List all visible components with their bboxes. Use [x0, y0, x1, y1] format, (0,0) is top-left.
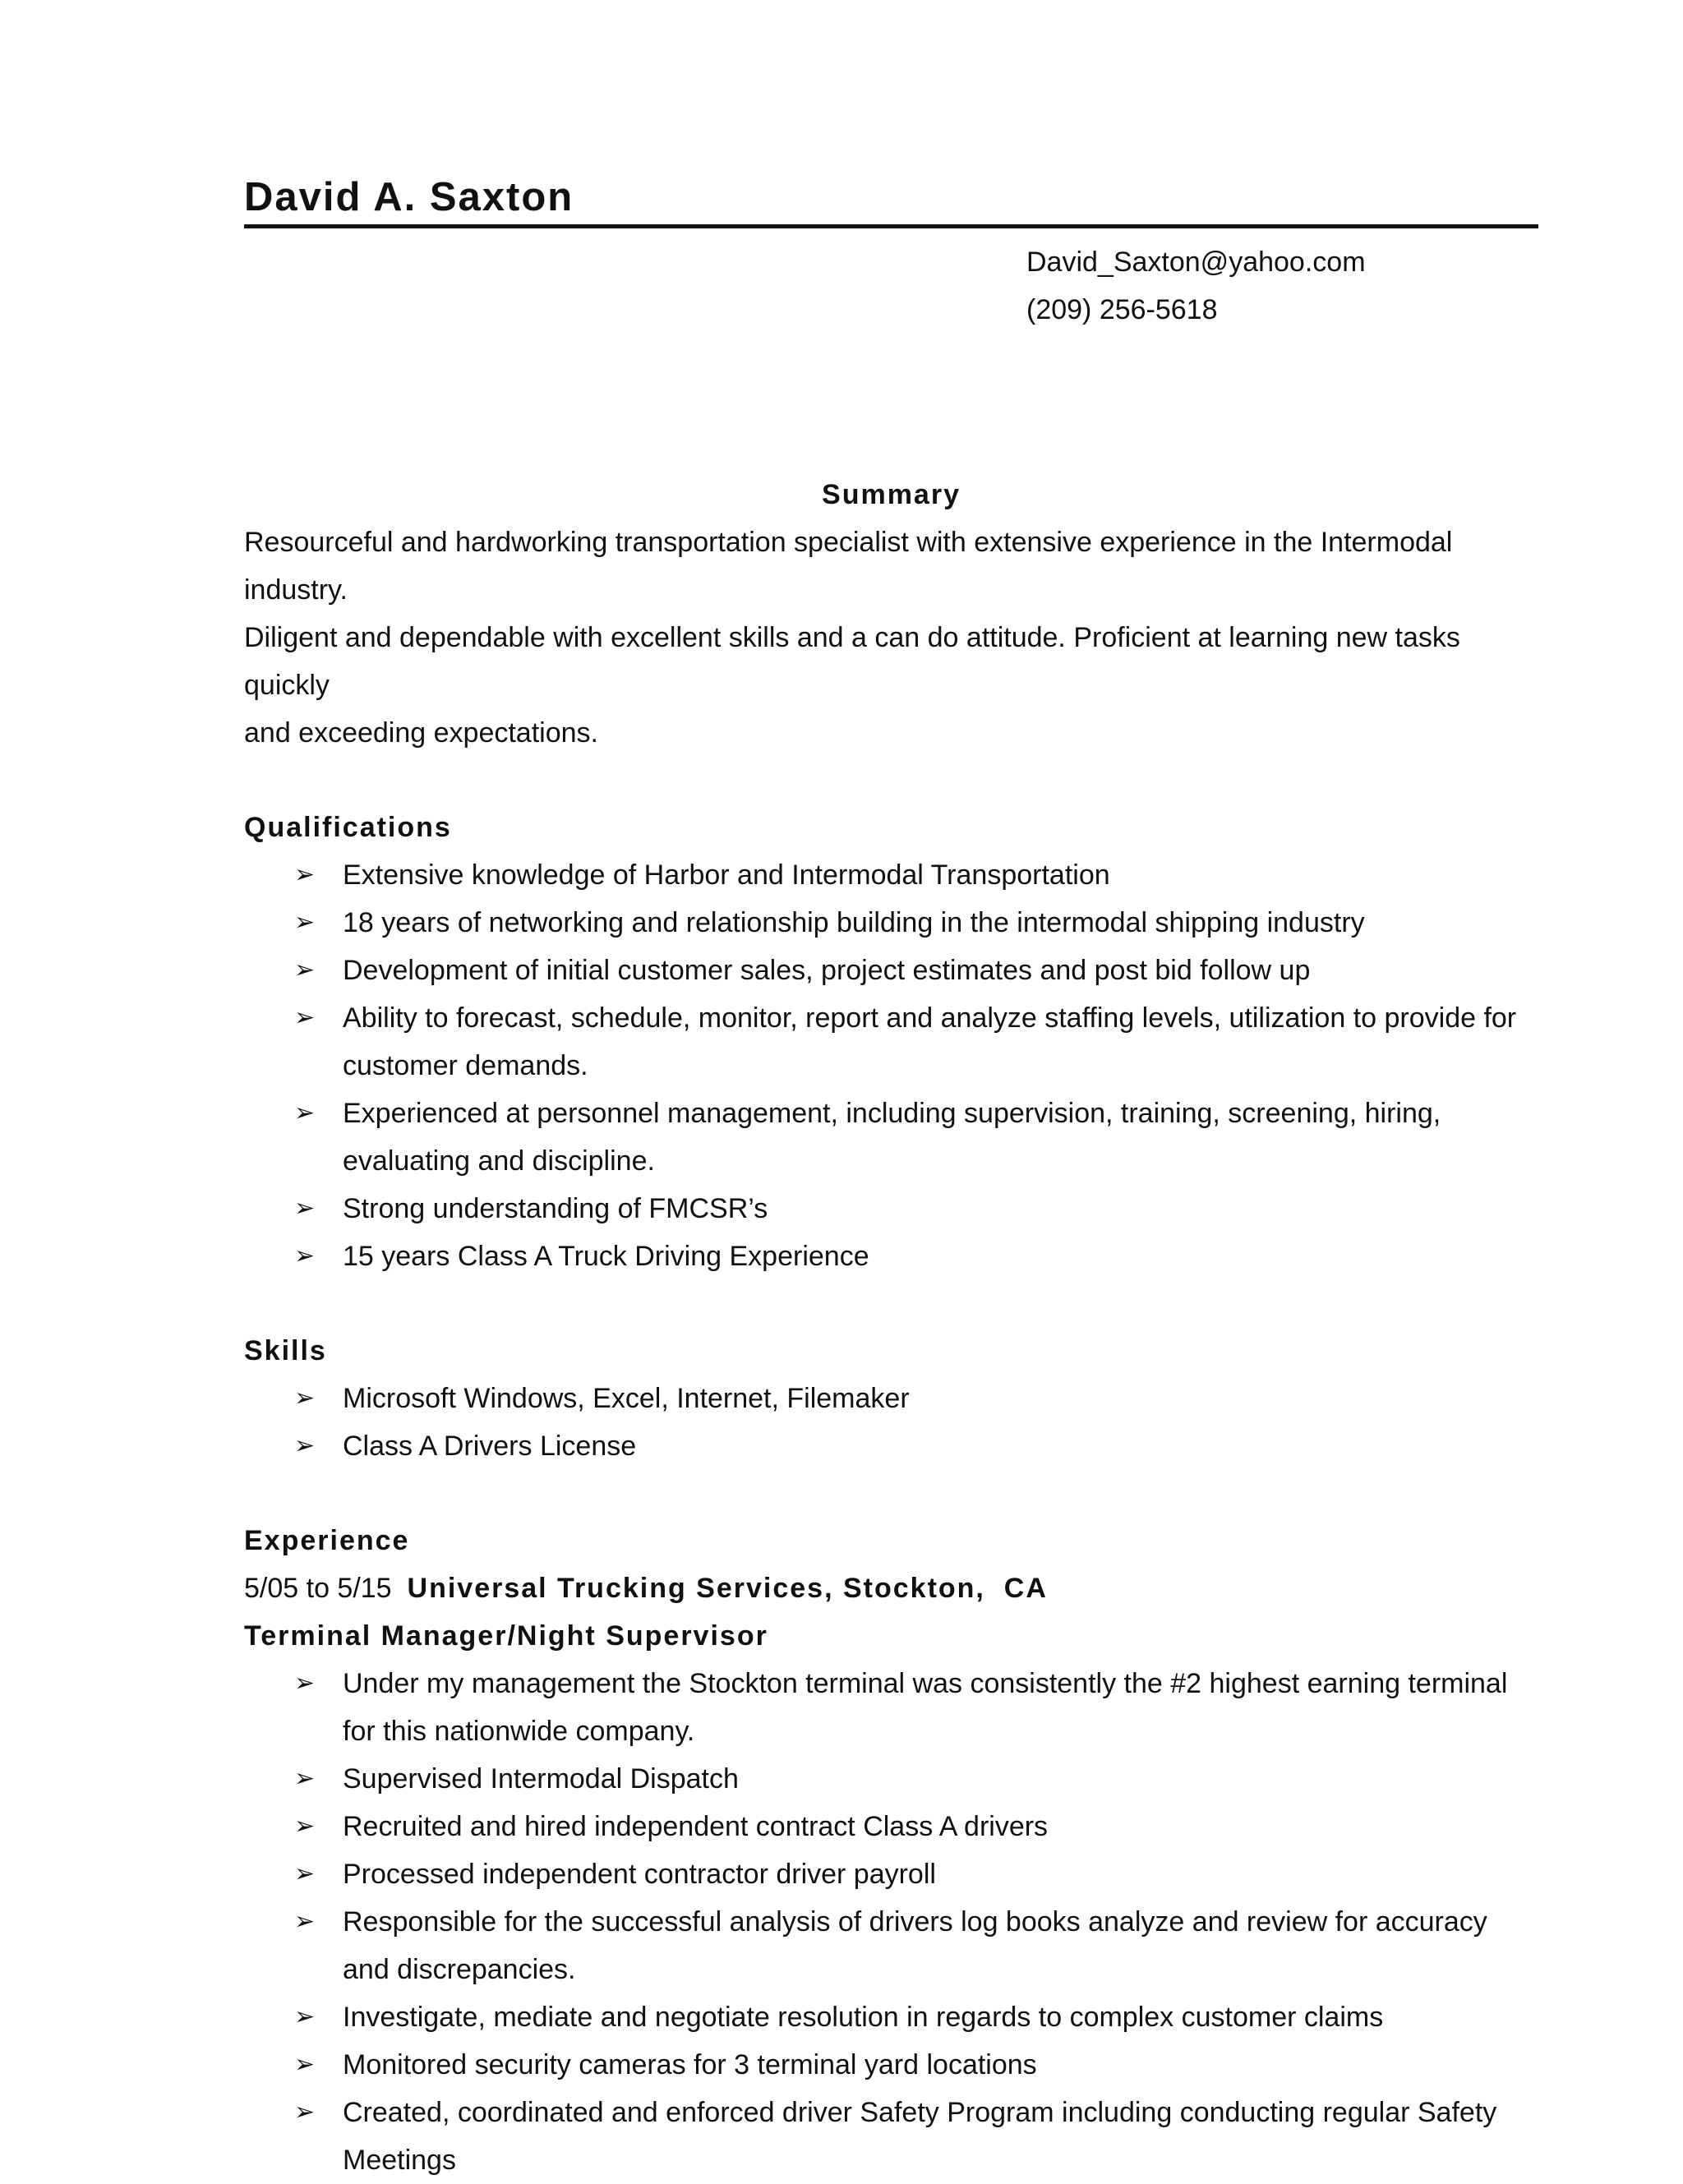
- summary-text: [244, 518, 1538, 757]
- list-item: [244, 1660, 1538, 1755]
- list-item-text: Extensive knowledge of Harbor and Intermodal Transportation: [343, 859, 1110, 891]
- arrow-bullet-icon: ➢: [294, 1242, 316, 1269]
- arrow-bullet-icon: ➢: [294, 1099, 316, 1127]
- phone-number: (209) 256-5618: [1026, 294, 1218, 325]
- contact-block: [1026, 238, 1538, 334]
- summary-heading: Summary: [822, 479, 961, 510]
- list-item: [244, 1090, 1538, 1185]
- list-item-text: Experienced at personnel management, including supervision, training, screening, hiring, evaluating and discipline.: [343, 1098, 1441, 1177]
- header-rule: [244, 224, 1538, 228]
- arrow-bullet-icon: ➢: [294, 1860, 316, 1887]
- section-spacer: [244, 1470, 1538, 1517]
- arrow-bullet-icon: ➢: [294, 1765, 316, 1792]
- list-item-text: Recruited and hired independent contract Class A drivers: [343, 1811, 1049, 1842]
- list-item: [244, 1422, 1538, 1470]
- list-item-text: Development of initial customer sales, project estimates and post bid follow up: [343, 955, 1311, 986]
- list-item-text: Responsible for the successful analysis of drivers log books analyze and review for accuracy and discrepancies.: [343, 1906, 1487, 1985]
- list-item: [244, 1803, 1538, 1850]
- qualifications-list: [244, 851, 1538, 1280]
- list-item-text: Investigate, mediate and negotiate resolution in regards to complex customer claims: [343, 2002, 1384, 2033]
- section-spacer: [244, 1280, 1538, 1327]
- list-item-text: 18 years of networking and relationship building in the intermodal shipping industry: [343, 907, 1365, 938]
- list-item-text: 15 years Class A Truck Driving Experience: [343, 1241, 869, 1272]
- arrow-bullet-icon: ➢: [294, 1813, 316, 1840]
- list-item-text: Monitored security cameras for 3 terminal yard locations: [343, 2049, 1037, 2080]
- arrow-bullet-icon: ➢: [294, 909, 316, 936]
- arrow-bullet-icon: ➢: [294, 956, 316, 984]
- summary-line: Resourceful and hardworking transportation specialist with extensive experience in the Intermodal industry.: [244, 527, 1453, 606]
- summary-line: Diligent and dependable with excellent skills and a can do attitude. Proficient at learning new tasks quickly: [244, 622, 1460, 701]
- arrow-bullet-icon: ➢: [294, 2003, 316, 2030]
- section-spacer: [244, 757, 1538, 804]
- list-item-text: Under my management the Stockton terminal was consistently the #2 highest earning terminal for this nationwide company.: [343, 1668, 1508, 1747]
- list-item: [244, 994, 1538, 1090]
- list-item: [244, 899, 1538, 947]
- skills-list: [244, 1375, 1538, 1470]
- job-company: Universal Trucking Services, Stockton, CA: [407, 1573, 1048, 1604]
- job-dates: 5/05 to 5/15: [244, 1573, 392, 1604]
- list-item: [244, 1185, 1538, 1233]
- list-item: [244, 947, 1538, 994]
- job-position: Terminal Manager/Night Supervisor: [244, 1620, 768, 1652]
- arrow-bullet-icon: ➢: [294, 1385, 316, 1412]
- applicant-name: David A. Saxton: [244, 175, 574, 219]
- list-item-text: Supervised Intermodal Dispatch: [343, 1763, 739, 1795]
- skills-heading: Skills: [244, 1335, 327, 1366]
- list-item: [244, 1850, 1538, 1898]
- job-header: [244, 1564, 1538, 1612]
- qualifications-heading: Qualifications: [244, 812, 452, 843]
- summary-line: and exceeding expectations.: [244, 717, 598, 749]
- arrow-bullet-icon: ➢: [294, 861, 316, 888]
- list-item-text: Class A Drivers License: [343, 1431, 637, 1462]
- arrow-bullet-icon: ➢: [294, 1195, 316, 1222]
- arrow-bullet-icon: ➢: [294, 2051, 316, 2078]
- arrow-bullet-icon: ➢: [294, 1670, 316, 1697]
- list-item-text: Ability to forecast, schedule, monitor, report and analyze staffing levels, utilization to provide for customer demands.: [343, 1002, 1517, 1081]
- list-item: [244, 1233, 1538, 1280]
- arrow-bullet-icon: ➢: [294, 2099, 316, 2126]
- list-item-text: Microsoft Windows, Excel, Internet, Filemaker: [343, 1383, 910, 1414]
- list-item: [244, 1755, 1538, 1803]
- list-item: [244, 2089, 1538, 2184]
- list-item-text: Strong understanding of FMCSR’s: [343, 1193, 768, 1224]
- arrow-bullet-icon: ➢: [294, 1432, 316, 1459]
- email-address: David_Saxton@yahoo.com: [1026, 247, 1366, 278]
- list-item: [244, 2041, 1538, 2089]
- list-item-text: Processed independent contractor driver payroll: [343, 1859, 936, 1890]
- list-item: [244, 1898, 1538, 1993]
- job-duties-list: [244, 1660, 1538, 2184]
- list-item: [244, 851, 1538, 899]
- list-item-text: Created, coordinated and enforced driver Safety Program including conducting regular Safety Meetings: [343, 2097, 1497, 2176]
- arrow-bullet-icon: ➢: [294, 1908, 316, 1935]
- arrow-bullet-icon: ➢: [294, 1004, 316, 1031]
- list-item: [244, 1993, 1538, 2041]
- resume-content: [244, 173, 1538, 2184]
- list-item: [244, 1375, 1538, 1422]
- experience-heading: Experience: [244, 1525, 410, 1556]
